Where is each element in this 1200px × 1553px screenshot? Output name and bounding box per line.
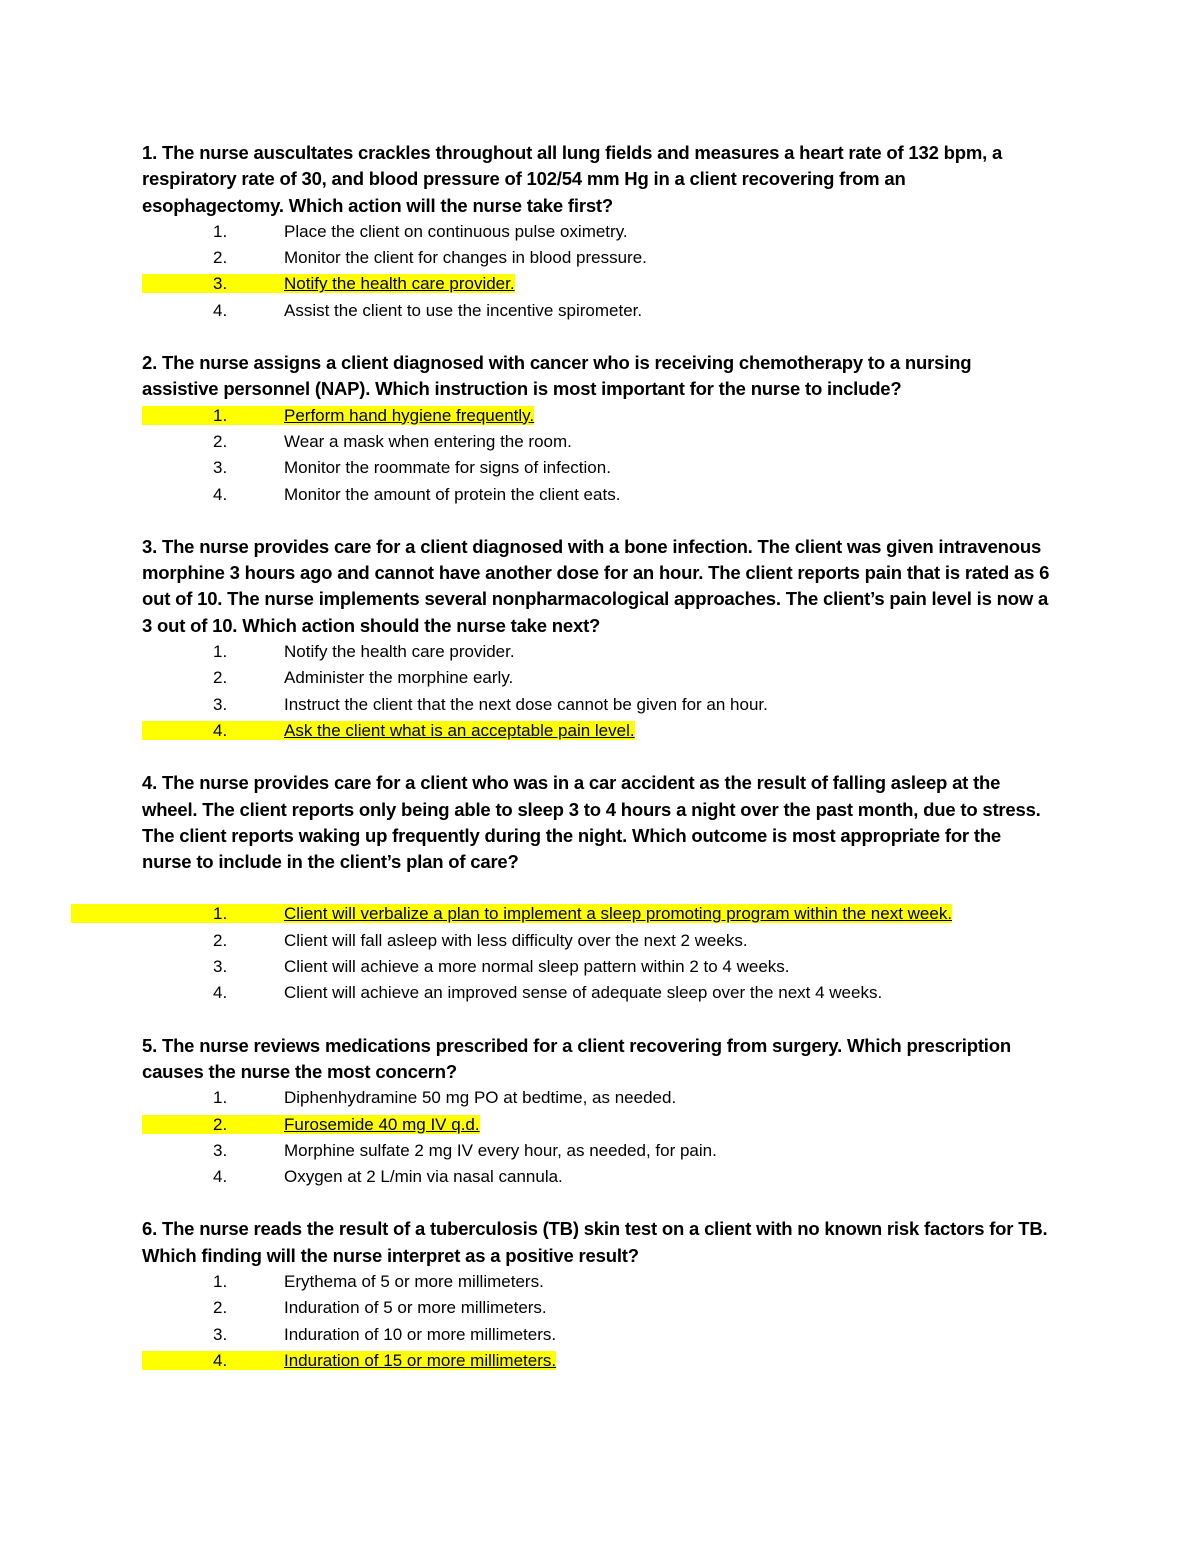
highlight: [142, 1351, 556, 1370]
answer-option: [142, 954, 1052, 980]
option-text: Diphenhydramine 50 mg PO at bedtime, as needed.: [284, 1088, 677, 1108]
option-number: 1.: [213, 405, 228, 425]
option-number: 3.: [213, 458, 228, 478]
option-text: Induration of 15 or more millimeters.: [284, 1350, 557, 1370]
question-5: [142, 1033, 1052, 1191]
option-text: Furosemide 40 mg IV q.d.: [284, 1114, 480, 1134]
option-number: 3.: [213, 957, 228, 977]
option-number: 2.: [213, 431, 228, 451]
answer-option: [142, 692, 1052, 718]
answer-option: [142, 1085, 1052, 1111]
answer-option: [142, 482, 1052, 508]
answer-option-correct: [142, 1348, 1052, 1374]
answer-option: [142, 639, 1052, 665]
question-stem: 3. The nurse provides care for a client diagnosed with a bone infection. The client was given intravenous morphine 3 hours ago and cannot have another dose for an hour. The client reports pain that is rated as 6 out of 10. The nurse implements several nonpharmacological approaches. The client’s pain level is now a 3 out of 10. Which action should the nurse take next?: [142, 535, 1050, 636]
answer-option: [142, 219, 1052, 245]
answer-options: [142, 639, 1052, 744]
answer-option: [142, 298, 1052, 324]
highlight: [142, 1115, 480, 1134]
answer-option: [142, 1269, 1052, 1295]
option-text: Notify the health care provider.: [284, 274, 515, 294]
document-page: [142, 140, 1052, 1400]
option-number: 4.: [213, 1350, 228, 1370]
option-number: 4.: [213, 1167, 228, 1187]
question-stem: 2. The nurse assigns a client diagnosed with cancer who is receiving chemotherapy to a nursing assistive personnel (NAP). Which instruction is most important for the nurse to include?: [142, 352, 972, 400]
option-number: 3.: [213, 1324, 228, 1344]
option-text: Monitor the roommate for signs of infection.: [284, 458, 611, 478]
option-number: 1.: [213, 221, 228, 241]
question-1: [142, 140, 1052, 324]
option-number: 3.: [213, 274, 228, 294]
answer-option: [142, 429, 1052, 455]
option-number: 2.: [213, 930, 228, 950]
answer-option-correct: [142, 901, 1052, 927]
option-text: Induration of 10 or more millimeters.: [284, 1324, 557, 1344]
option-number: 1.: [213, 904, 228, 924]
option-text: Instruct the client that the next dose cannot be given for an hour.: [284, 694, 768, 714]
option-number: 1.: [213, 1088, 228, 1108]
option-number: 3.: [213, 1140, 228, 1160]
answer-option: [142, 928, 1052, 954]
option-text: Client will verbalize a plan to implement a sleep promoting program within the next week.: [284, 904, 953, 924]
question-stem: 4. The nurse provides care for a client who was in a car accident as the result of falling asleep at the wheel. The client reports only being able to sleep 3 to 4 hours a night over the past month, due to stress. The client reports waking up frequently during the night. Which outcome is most appropriate for the nurse to include in the client’s plan of care?: [142, 772, 1041, 873]
question-stem: 1. The nurse auscultates crackles throughout all lung fields and measures a heart rate of 132 bpm, a respiratory rate of 30, and blood pressure of 102/54 mm Hg in a client recovering from an esophagectomy. Which action will the nurse take first?: [142, 142, 1003, 216]
question-2: [142, 350, 1052, 508]
option-text: Monitor the amount of protein the client eats.: [284, 484, 621, 504]
option-text: Assist the client to use the incentive spirometer.: [284, 300, 643, 320]
highlight: [142, 721, 635, 740]
answer-options: [142, 1085, 1052, 1190]
option-number: 1.: [213, 1271, 228, 1291]
option-text: Erythema of 5 or more millimeters.: [284, 1271, 544, 1291]
question-stem: 6. The nurse reads the result of a tuberculosis (TB) skin test on a client with no known risk factors for TB. Which finding will the nurse interpret as a positive result?: [142, 1218, 1048, 1266]
question-6: [142, 1216, 1052, 1374]
option-text: Notify the health care provider.: [284, 642, 515, 662]
option-number: 3.: [213, 694, 228, 714]
answer-options: [142, 1269, 1052, 1374]
answer-option-correct: [142, 1112, 1052, 1138]
question-3: [142, 534, 1052, 744]
answer-option-correct: [142, 271, 1052, 297]
highlight: [142, 274, 515, 293]
answer-option-correct: [142, 718, 1052, 744]
option-number: 1.: [213, 642, 228, 662]
answer-option-correct: [142, 403, 1052, 429]
answer-options: [142, 219, 1052, 324]
option-number: 2.: [213, 668, 228, 688]
answer-options: [142, 403, 1052, 508]
answer-option: [142, 1164, 1052, 1190]
option-text: Oxygen at 2 L/min via nasal cannula.: [284, 1167, 563, 1187]
answer-option: [142, 665, 1052, 691]
question-4: [142, 770, 1052, 1006]
highlight: [71, 904, 952, 923]
option-text: Induration of 5 or more millimeters.: [284, 1298, 547, 1318]
option-number: 2.: [213, 248, 228, 268]
answer-options: [142, 901, 1052, 1006]
answer-option: [142, 1295, 1052, 1321]
option-number: 4.: [213, 484, 228, 504]
option-number: 2.: [213, 1114, 228, 1134]
option-text: Ask the client what is an acceptable pain level.: [284, 720, 635, 740]
answer-option: [142, 980, 1052, 1006]
option-text: Client will fall asleep with less difficulty over the next 2 weeks.: [284, 930, 748, 950]
answer-option: [142, 1322, 1052, 1348]
answer-option: [142, 1138, 1052, 1164]
option-text: Place the client on continuous pulse oximetry.: [284, 221, 628, 241]
option-text: Perform hand hygiene frequently.: [284, 405, 535, 425]
question-stem: 5. The nurse reviews medications prescribed for a client recovering from surgery. Which prescription causes the nurse the most concern?: [142, 1034, 1011, 1082]
option-number: 2.: [213, 1298, 228, 1318]
option-number: 4.: [213, 300, 228, 320]
highlight: [142, 406, 534, 425]
option-text: Wear a mask when entering the room.: [284, 431, 572, 451]
option-number: 4.: [213, 983, 228, 1003]
option-text: Client will achieve an improved sense of adequate sleep over the next 4 weeks.: [284, 983, 883, 1003]
option-text: Client will achieve a more normal sleep pattern within 2 to 4 weeks.: [284, 957, 790, 977]
option-text: Morphine sulfate 2 mg IV every hour, as needed, for pain.: [284, 1140, 717, 1160]
option-text: Administer the morphine early.: [284, 668, 514, 688]
option-text: Monitor the client for changes in blood pressure.: [284, 248, 647, 268]
answer-option: [142, 455, 1052, 481]
answer-option: [142, 245, 1052, 271]
option-number: 4.: [213, 720, 228, 740]
